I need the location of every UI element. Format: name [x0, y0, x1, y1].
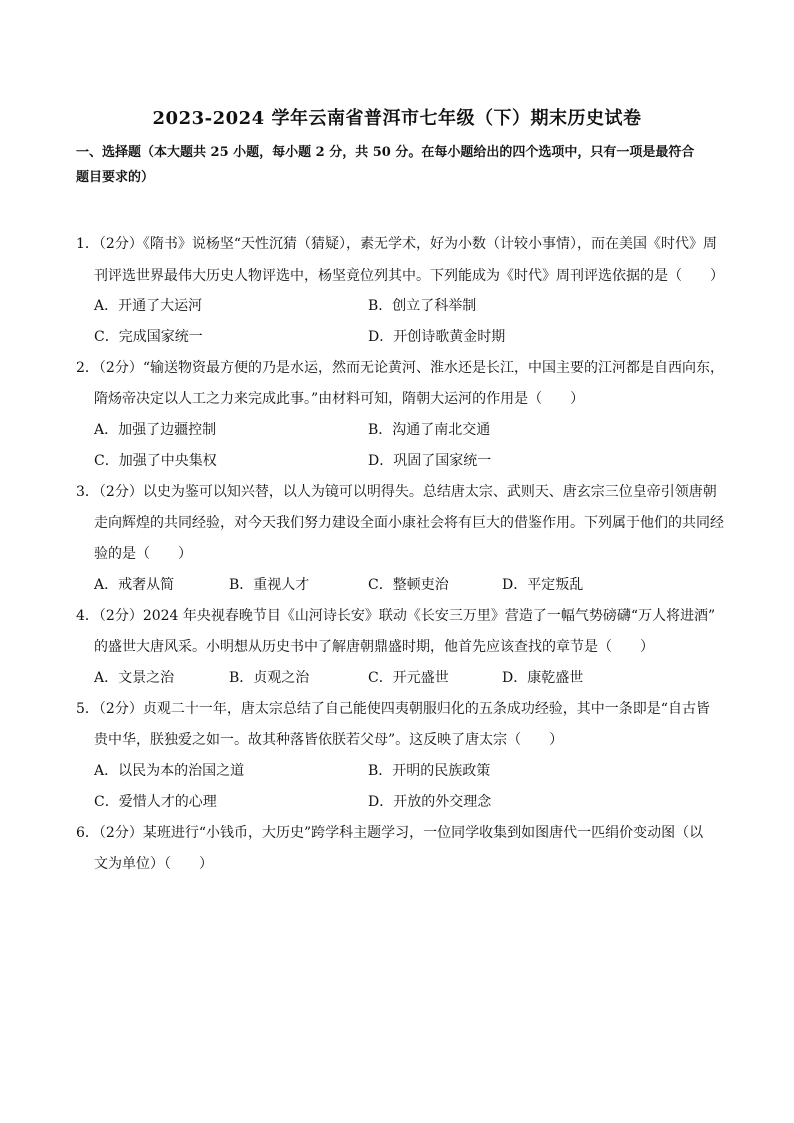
question-text-line: 5．（2分）贞观二十一年，唐太宗总结了自己能使四夷朝服归化的五条成功经验，其中一条即是“自古皆: [76, 701, 710, 717]
section-heading: [76, 140, 726, 190]
question-text-line: 6．（2分）某班进行“小钱币，大历史”跨学科主题学习，一位同学收集到如图唐代一匹绢价变动图（以: [76, 825, 704, 841]
option-a[interactable]: A．戒奢从简: [94, 577, 175, 593]
question-text-line: 刊评选世界最伟大历史人物评选中，杨坚竟位列其中。下列能成为《时代》周刊评选依据的是（ ）: [94, 268, 724, 284]
option-b[interactable]: B．重视人才: [229, 577, 310, 593]
option-c[interactable]: C．完成国家统一: [94, 329, 203, 345]
question-text-line: 验的是（ ）: [94, 546, 192, 562]
section-heading-line-2: 题目要求的）: [76, 170, 155, 185]
question-text-line: 走向辉煌的共同经验，对今天我们努力建设全面小康社会将有巨大的借鉴作用。下列属于他们的共同经: [94, 515, 724, 531]
option-a[interactable]: A．开通了大运河: [94, 298, 203, 314]
option-d[interactable]: D．开创诗歌黄金时期: [368, 329, 506, 345]
question-text-line: 1．（2分）《隋书》说杨坚“天性沉猜（猜疑），素无学术，好为小数（计较小事情），而在美国《时代》周: [76, 236, 717, 252]
question-text-line: 贵中华，朕独爱之如一。故其种落皆依朕若父母”。这反映了唐太宗（ ）: [94, 732, 564, 748]
option-b[interactable]: B．沟通了南北交通: [368, 422, 491, 438]
option-a[interactable]: A．以民为本的治国之道: [94, 763, 245, 779]
question-text-line: 隋炀帝决定以人工之力来完成此事。”由材料可知，隋朝大运河的作用是（ ）: [94, 391, 585, 407]
option-b[interactable]: B．开明的民族政策: [368, 763, 491, 779]
section-heading-line-1: 一、选择题（本大题共 25 小题，每小题 2 分，共 50 分。在每小题给出的四个选项中，只有一项是最符合: [76, 145, 695, 160]
option-a[interactable]: A．加强了边疆控制: [94, 422, 217, 438]
option-c[interactable]: C．爱惜人才的心理: [94, 794, 217, 810]
option-d[interactable]: D．平定叛乱: [502, 577, 584, 593]
option-d[interactable]: D．巩固了国家统一: [368, 453, 492, 469]
option-c[interactable]: C．整顿吏治: [368, 577, 449, 593]
option-d[interactable]: D．康乾盛世: [502, 670, 584, 686]
question-text-line: 3．（2分）以史为鉴可以知兴替，以人为镜可以明得失。总结唐太宗、武则天、唐玄宗三位皇帝引领唐朝: [76, 484, 717, 500]
option-b[interactable]: B．贞观之治: [229, 670, 310, 686]
option-b[interactable]: B．创立了科举制: [368, 298, 477, 314]
question-text-line: 文为单位）（ ）: [94, 856, 213, 872]
question-text-line: 2．（2分）“输送物资最方便的乃是水运，然而无论黄河、淮水还是长江，中国主要的江河都是自西向东，: [76, 360, 724, 376]
page-title: 2023-2024 学年云南省普洱市七年级（下）期末历史试卷: [152, 108, 642, 129]
option-a[interactable]: A．文景之治: [94, 670, 175, 686]
option-c[interactable]: C．加强了中央集权: [94, 453, 217, 469]
question-text-line: 的盛世大唐风采。小明想从历史书中了解唐朝鼎盛时期，他首先应该查找的章节是（ ）: [94, 639, 654, 655]
option-d[interactable]: D．开放的外交理念: [368, 794, 492, 810]
option-c[interactable]: C．开元盛世: [368, 670, 449, 686]
question-text-line: 4．（2分）2024 年央视春晚节目《山河诗长安》联动《长安三万里》营造了一幅气势磅礴“万人将进酒”: [76, 608, 716, 624]
